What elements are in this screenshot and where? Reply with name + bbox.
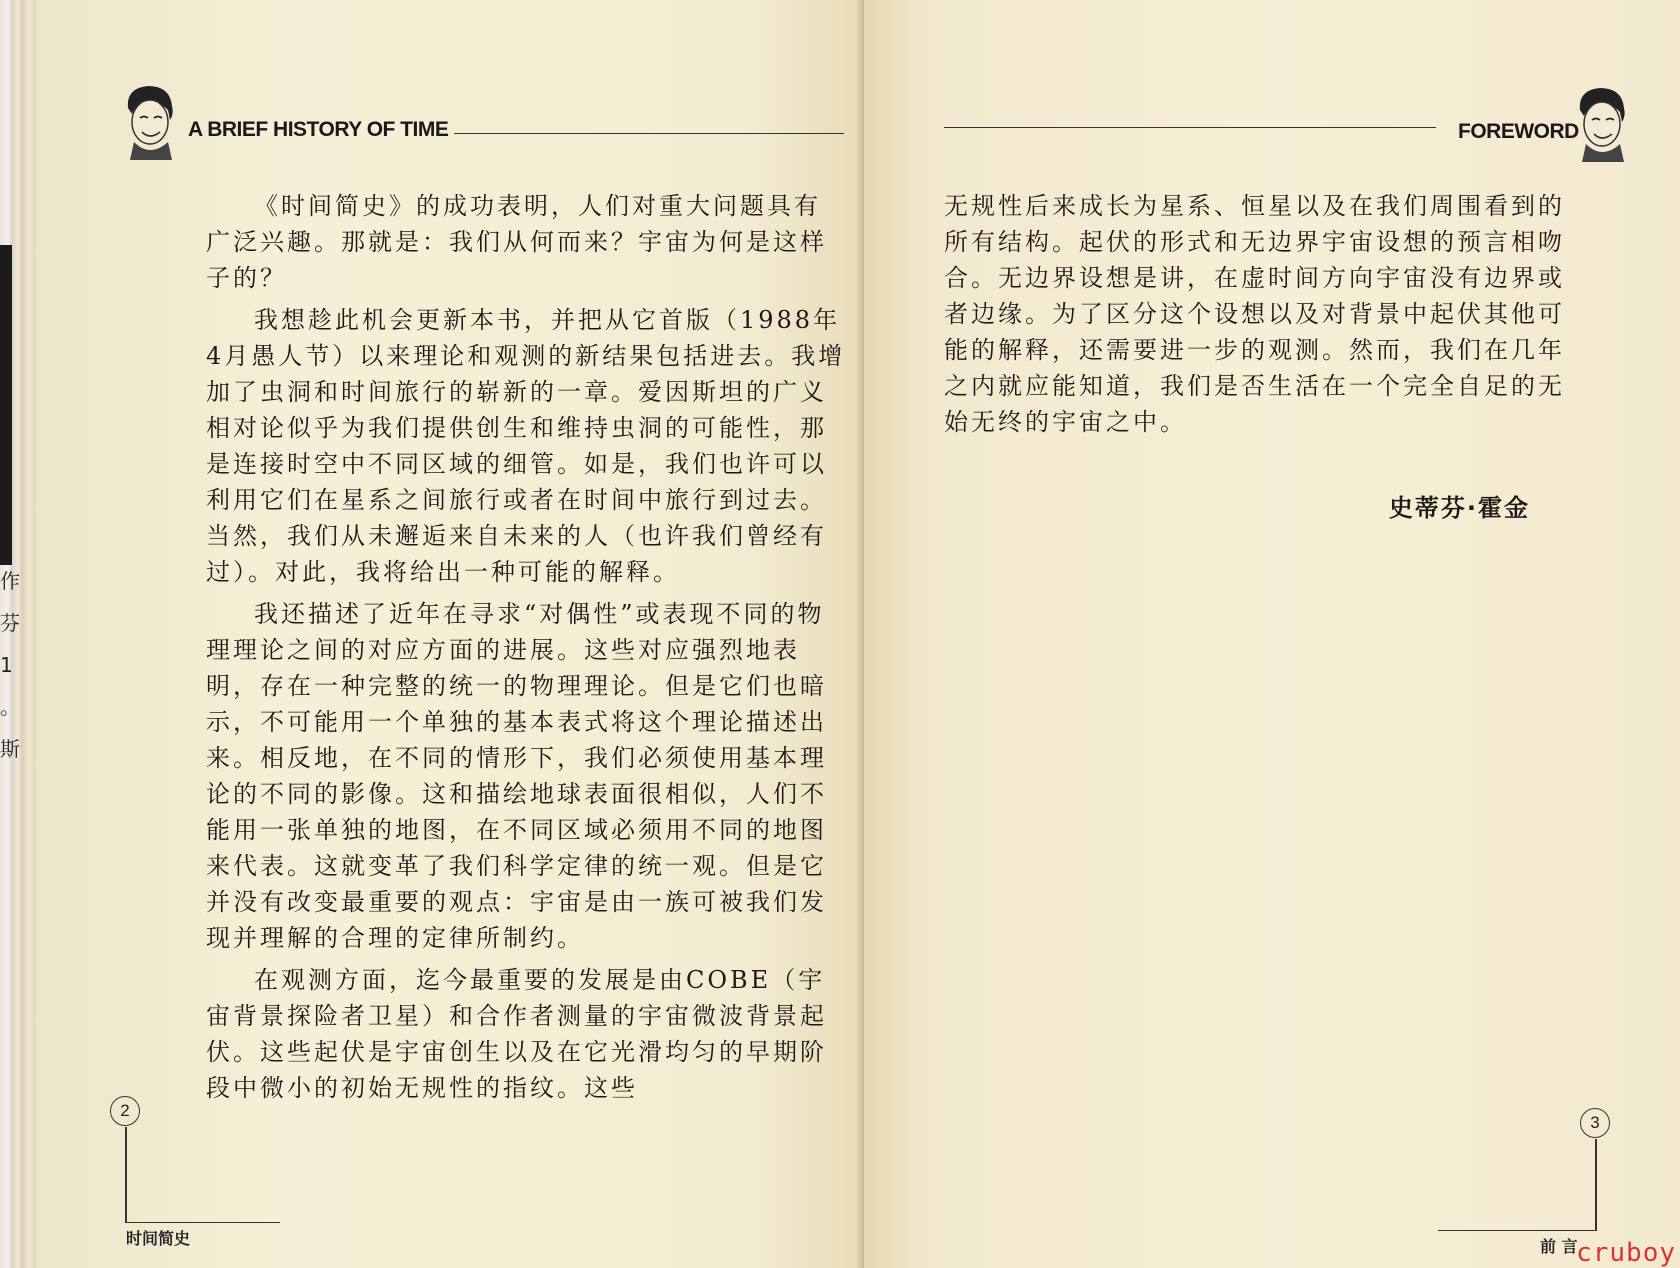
left-body-text — [206, 188, 846, 1106]
left-page — [36, 0, 864, 1268]
footer-rule — [126, 1222, 280, 1223]
edge-glyph: 芬 — [0, 611, 20, 635]
paragraph: 《时间简史》的成功表明，人们对重大问题具有广泛兴趣。那就是：我们从何而来？宇宙为何是这样子的？ — [206, 192, 827, 292]
paragraph: 我想趁此机会更新本书，并把从它首版（1988年4月愚人节）以来理论和观测的新结果包括进去。我增加了虫洞和时间旅行的崭新的一章。爱因斯坦的广义相对论似乎为我们提供创生和维持虫洞的可能性，那是连接时空中不同区域的细管。如是，我们也许可以利用它们在星系之间旅行或者在时间中旅行到过去。当然，我们从未邂逅来自未来的人（也许我们曾经有过）。对此，我将给出一种可能的解释。 — [206, 306, 846, 586]
footer-rule — [1438, 1230, 1596, 1231]
edge-shadow — [0, 245, 12, 565]
header-rule — [454, 133, 844, 134]
edge-glyph: 。 — [0, 695, 20, 719]
edge-glyph: 斯 — [0, 737, 20, 761]
header-rule — [944, 127, 1436, 128]
page-number: 2 — [110, 1096, 140, 1126]
page-number: 3 — [1580, 1108, 1610, 1138]
author-portrait-icon — [120, 80, 178, 160]
signature: 史蒂芬·霍金 — [1388, 494, 1530, 522]
footer-vline — [1595, 1139, 1597, 1231]
author-portrait-icon — [1572, 82, 1630, 162]
header-title: FOREWORD — [1458, 120, 1579, 143]
footer-label: 时间简史 — [126, 1229, 191, 1248]
paragraph: 在观测方面，迄今最重要的发展是由COBE（宇宙背景探险者卫星）和合作者测量的宇宙微波背景起伏。这些起伏是宇宙创生以及在它光滑均匀的早期阶段中微小的初始无规性的指纹。这些 — [206, 966, 827, 1102]
right-body-text — [944, 188, 1580, 440]
edge-glyph: 1 — [0, 653, 13, 677]
paragraph: 我还描述了近年在寻求“对偶性”或表现不同的物理理论之间的对应方面的进展。这些对应强烈地表明，存在一种完整的统一的物理理论。但是它们也暗示，不可能用一个单独的基本表式将这个理论描述出来。相反地，在不同的情形下，我们必须使用基本理论的不同的影像。这和描绘地球表面很相似，人们不能用一张单独的地图，在不同区域必须用不同的地图来代表。这就变革了我们科学定律的统一观。但是它并没有改变最重要的观点：宇宙是由一族可被我们发现并理解的合理的定律所制约。 — [206, 600, 827, 952]
watermark: cruboy — [1576, 1238, 1676, 1268]
edge-glyphs — [0, 560, 20, 770]
right-page — [864, 0, 1680, 1268]
header-title: A BRIEF HISTORY OF TIME — [188, 118, 449, 141]
footer-label: 前 言 — [1540, 1237, 1578, 1256]
footer-vline — [125, 1127, 127, 1223]
paragraph: 无规性后来成长为星系、恒星以及在我们周围看到的所有结构。起伏的形式和无边界宇宙设想的预言相吻合。无边界设想是讲，在虚时间方向宇宙没有边界或者边缘。为了区分这个设想以及对背景中起伏其他可能的解释，还需要进一步的观测。然而，我们在几年之内就应能知道，我们是否生活在一个完全自足的无始无终的宇宙之中。 — [944, 192, 1565, 436]
edge-glyph: 作 — [0, 569, 20, 593]
